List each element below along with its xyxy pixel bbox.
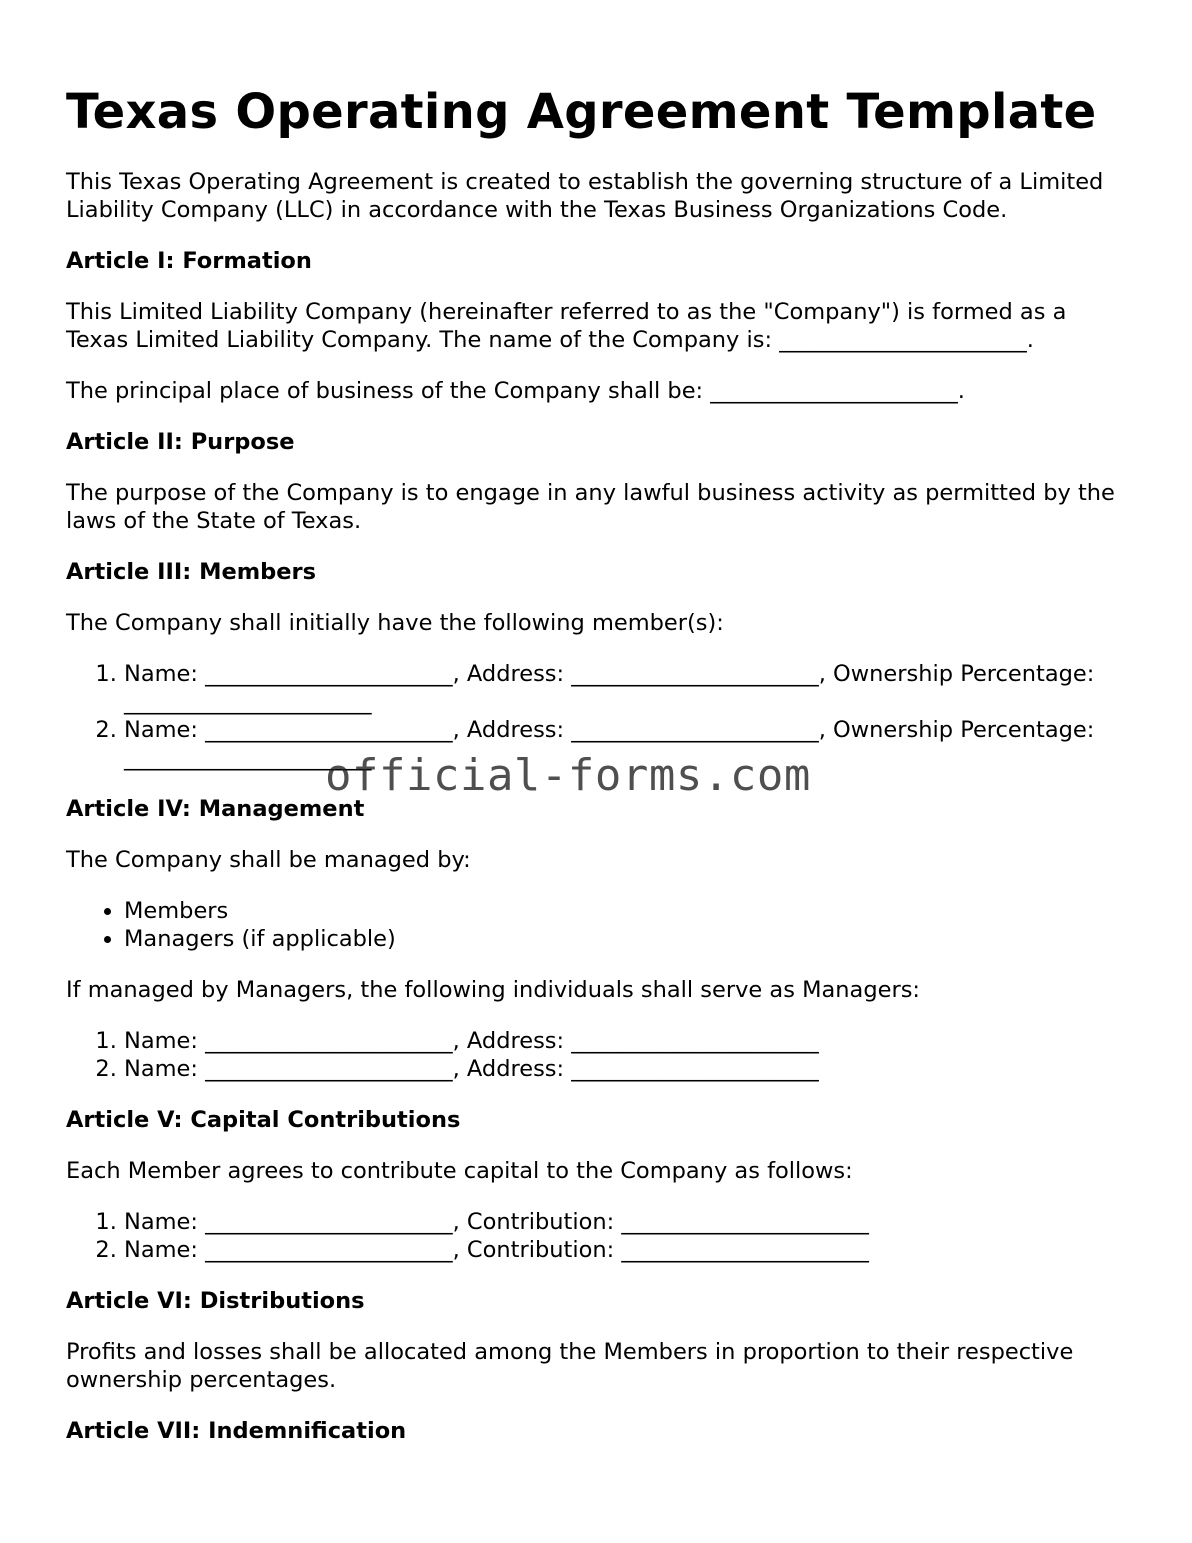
article-2-heading: Article II: Purpose	[66, 429, 295, 455]
management-option-managers: • Managers (if applicable)	[124, 925, 1126, 953]
contributions-list	[66, 1208, 1126, 1264]
article-4-managers-intro: If managed by Managers, the following individuals shall serve as Managers:	[66, 977, 921, 1003]
management-options-list	[66, 897, 1126, 953]
article-3-heading: Article III: Members	[66, 559, 317, 585]
article-7-heading: Article VII: Indemnification	[66, 1418, 407, 1444]
member-item: 1. Name: ______________________, Address: ______________________, Ownership Percentage: ______________________	[124, 660, 1126, 716]
article-5-heading: Article V: Capital Contributions	[66, 1107, 461, 1133]
document-title: Texas Operating Agreement Template	[66, 84, 1097, 140]
managers-list	[66, 1027, 1126, 1083]
intro-paragraph: This Texas Operating Agreement is created to establish the governing structure of a Limited Liability Company (LLC) in accordance with the Texas Business Organizations Code.	[66, 169, 1104, 223]
management-option-members: • Members	[124, 897, 1126, 925]
members-list	[66, 660, 1126, 772]
article-4-intro: The Company shall be managed by:	[66, 847, 471, 873]
article-6-distributions: Profits and losses shall be allocated among the Members in proportion to their respective ownership percentages.	[66, 1339, 1074, 1393]
document-page	[66, 80, 1126, 1468]
article-1-company-name: This Limited Liability Company (hereinafter referred to as the "Company") is formed as a Texas Limited Liability Company. The name of the Company is: ______________________.	[66, 299, 1067, 353]
article-2-purpose: The purpose of the Company is to engage in any lawful business activity as permitted by the laws of the State of Texas.	[66, 480, 1115, 534]
manager-item: 2. Name: ______________________, Address: ______________________	[124, 1055, 1126, 1083]
article-1-principal-place: The principal place of business of the Company shall be: ______________________.	[66, 378, 965, 404]
contribution-item: 1. Name: ______________________, Contribution: ______________________	[124, 1208, 1126, 1236]
manager-item: 1. Name: ______________________, Address: ______________________	[124, 1027, 1126, 1055]
member-item: 2. Name: ______________________, Address: ______________________, Ownership Percentage: ______________________	[124, 716, 1126, 772]
article-1-heading: Article I: Formation	[66, 248, 312, 274]
contribution-item: 2. Name: ______________________, Contribution: ______________________	[124, 1236, 1126, 1264]
watermark: official-forms.com	[325, 750, 811, 801]
article-5-intro: Each Member agrees to contribute capital to the Company as follows:	[66, 1158, 853, 1184]
article-4-heading: Article IV: Management	[66, 796, 365, 822]
article-3-intro: The Company shall initially have the following member(s):	[66, 610, 724, 636]
article-6-heading: Article VI: Distributions	[66, 1288, 365, 1314]
